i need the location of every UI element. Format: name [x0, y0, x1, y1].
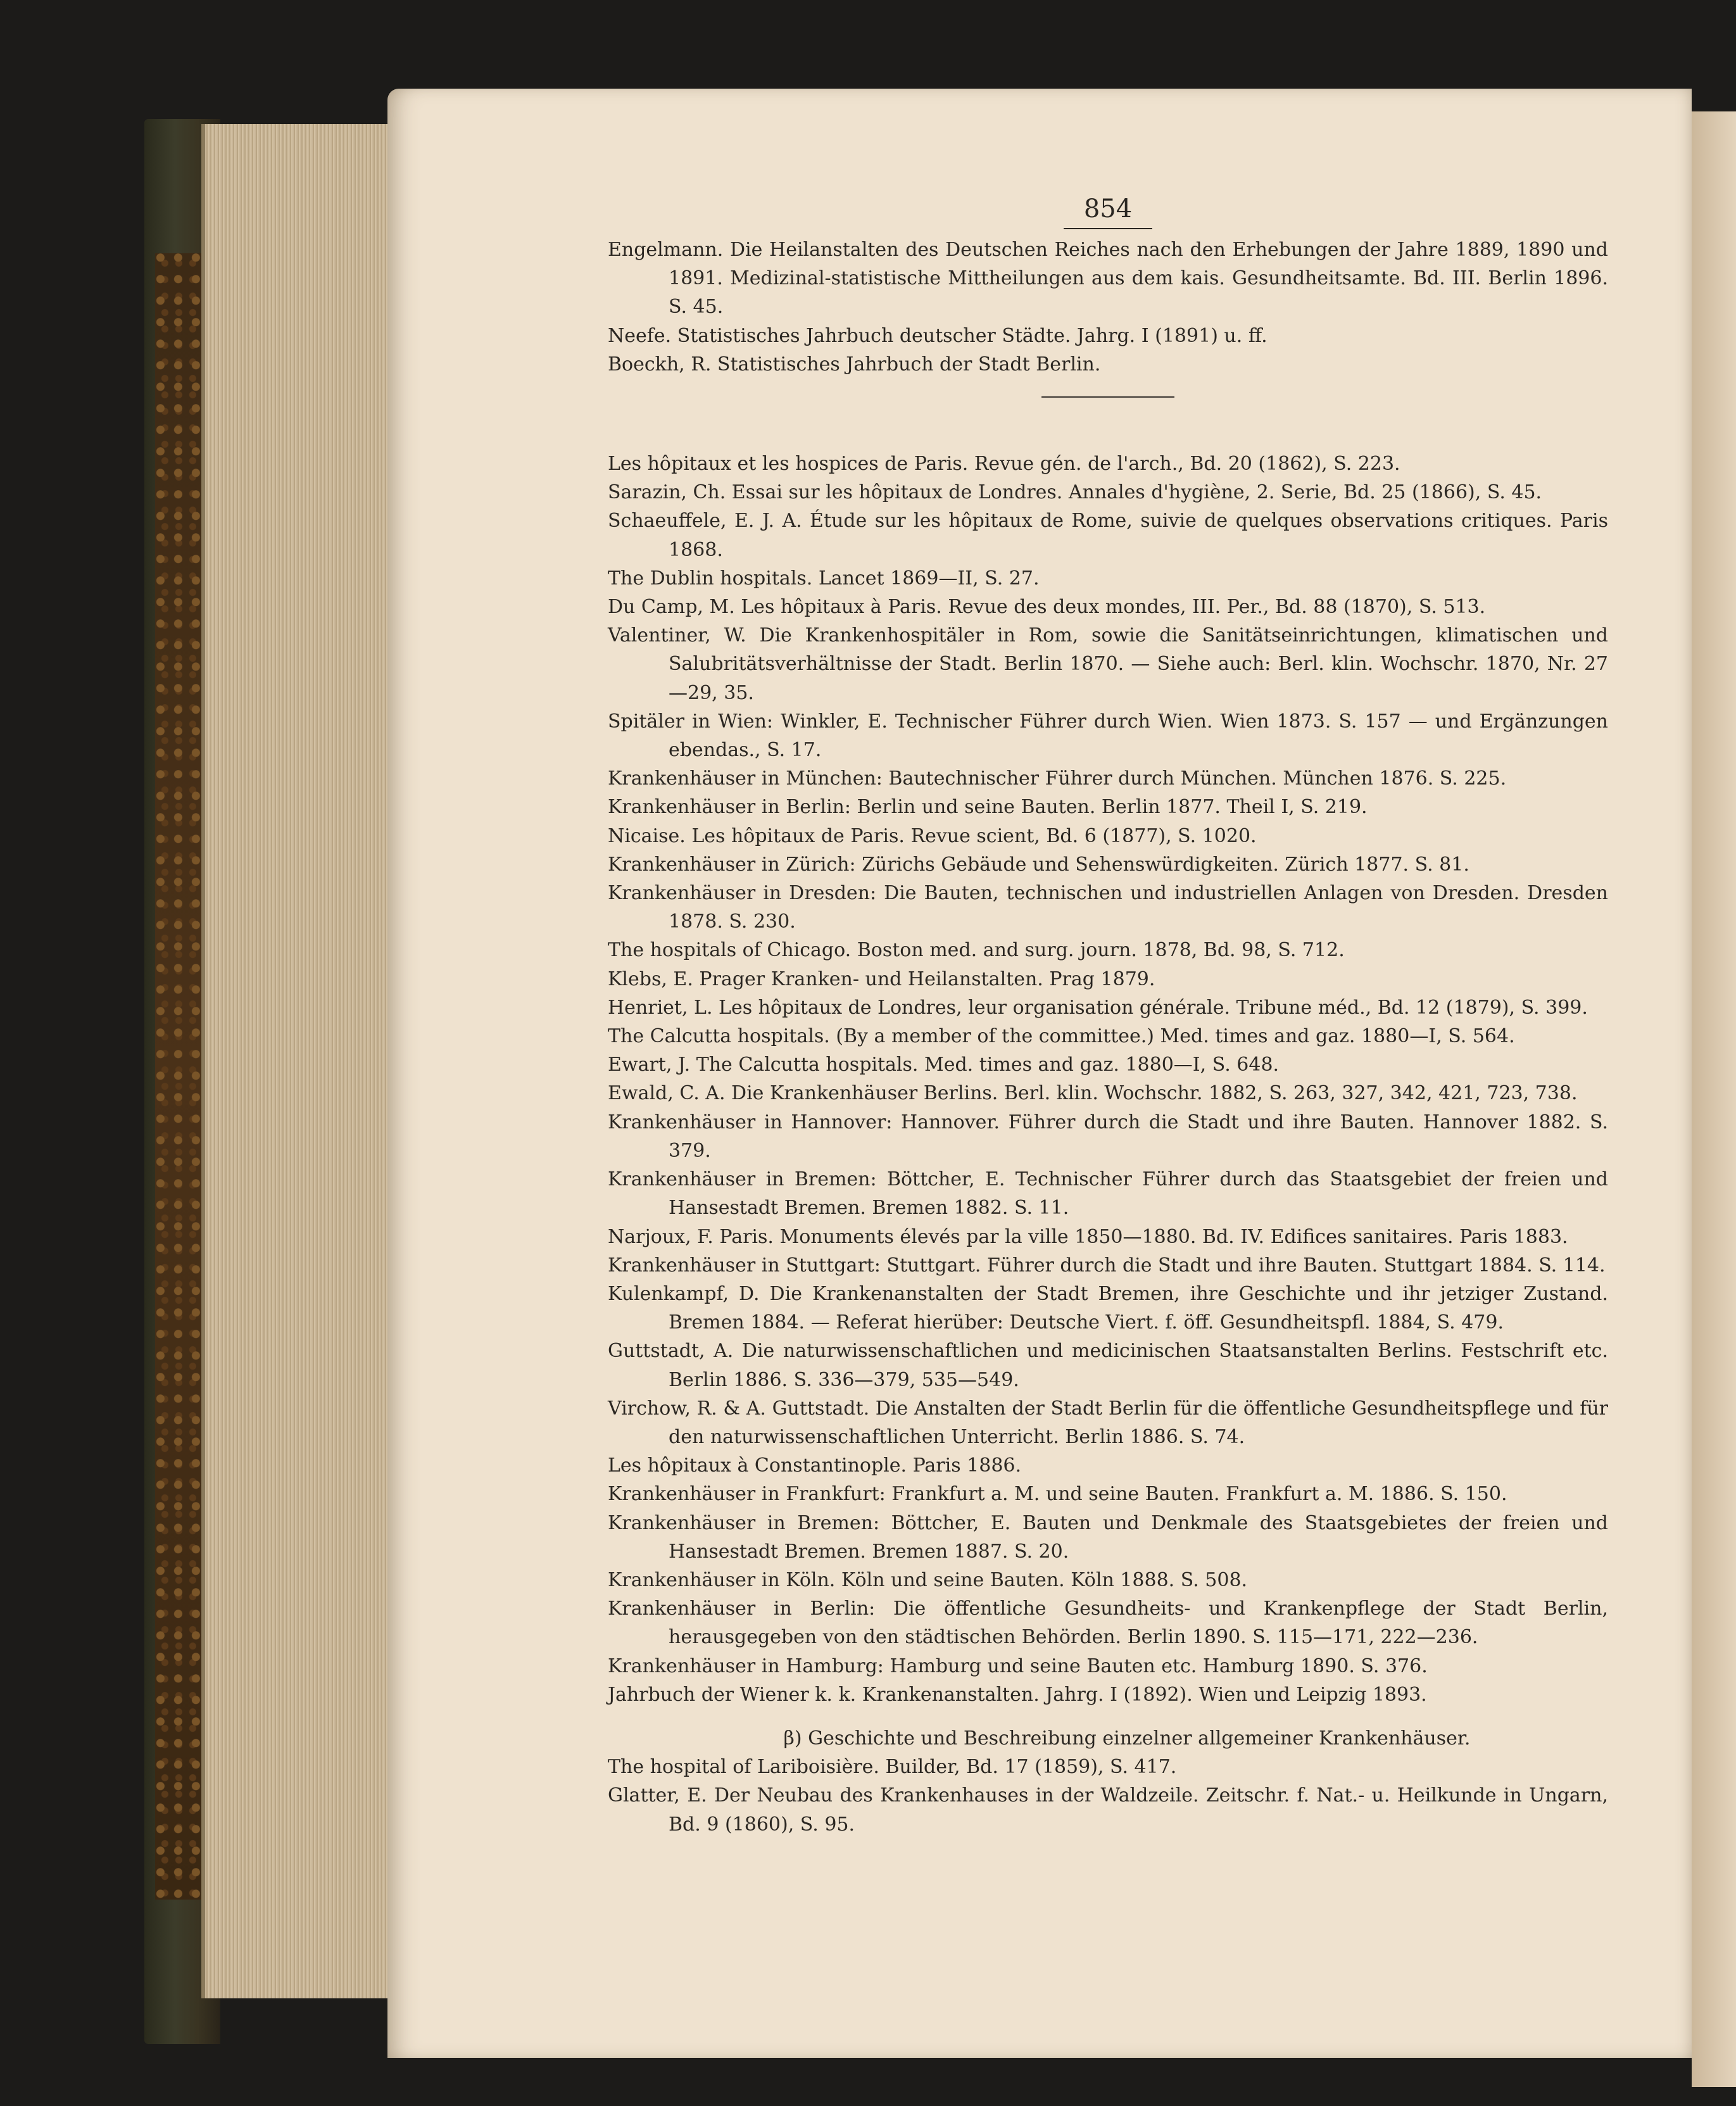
- bibliography-entry: Kulenkampf, D. Die Krankenanstalten der Stadt Bremen, ihre Geschichte und ihr jetziger Zustand. Bremen 1884. — Referat hierüber: Deutsche Viert. f. öff. Gesundheitspfl. 1884, S. 479.: [608, 1282, 1608, 1334]
- bibliography-entry: Krankenhäuser in Stuttgart: Stuttgart. Führer durch die Stadt und ihre Bauten. Stuttgart 1884. S. 114.: [608, 1254, 1606, 1277]
- main-bibliography: [608, 450, 1608, 1709]
- bibliography-entry: Les hôpitaux et les hospices de Paris. Revue gén. de l'arch., Bd. 20 (1862), S. 223.: [608, 453, 1400, 476]
- bibliography-entry: Engelmann. Die Heilanstalten des Deutschen Reiches nach den Erhebungen der Jahre 1889, 1890 und 1891. Medizinal-statistische Mittheilungen aus dem kais. Gesundheitsamte. Bd. III. Berlin 1896. S. 45.: [608, 239, 1608, 318]
- page-text: [608, 190, 1608, 1839]
- page-number: 854: [1064, 190, 1152, 229]
- bibliography-entry: Schaeuffele, E. J. A. Étude sur les hôpitaux de Rome, suivie de quelques observations critiques. Paris 1868.: [608, 510, 1608, 561]
- bibliography-entry: Krankenhäuser in Zürich: Zürichs Gebäude und Sehenswürdigkeiten. Zürich 1877. S. 81.: [608, 853, 1469, 876]
- bibliography-entry: Krankenhäuser in Hannover: Hannover. Führer durch die Stadt und ihre Bauten. Hannover 1882. S. 379.: [608, 1111, 1608, 1162]
- bibliography-entry: Valentiner, W. Die Krankenhospitäler in Rom, sowie die Sanitätseinrichtungen, klimatischen und Salubritätsverhältnisse der Stadt. Berlin 1870. — Siehe auch: Berl. klin. Wochschr. 1870, Nr. 27—29, 35.: [608, 624, 1608, 704]
- bibliography-entry: The Calcutta hospitals. (By a member of the committee.) Med. times and gaz. 1880—I, S. 564.: [608, 1025, 1515, 1048]
- bibliography-entry: Du Camp, M. Les hôpitaux à Paris. Revue des deux mondes, III. Per., Bd. 88 (1870), S. 513.: [608, 596, 1486, 619]
- bibliography-entry: Krankenhäuser in Berlin: Berlin und seine Bauten. Berlin 1877. Theil I, S. 219.: [608, 796, 1368, 819]
- bibliography-entry: Krankenhäuser in Berlin: Die öffentliche Gesundheits- und Krankenpflege der Stadt Berlin, herausgegeben von den städtischen Behörden. Berlin 1890. S. 115—171, 222—236.: [608, 1598, 1608, 1649]
- bibliography-entry: Krankenhäuser in Dresden: Die Bauten, technischen und industriellen Anlagen von Dresden. Dresden 1878. S. 230.: [608, 882, 1608, 933]
- bibliography-entry: The hospitals of Chicago. Boston med. and surg. journ. 1878, Bd. 98, S. 712.: [608, 939, 1345, 962]
- facing-page-edge: [1692, 111, 1736, 2087]
- bibliography-entry: Krankenhäuser in Frankfurt: Frankfurt a. M. und seine Bauten. Frankfurt a. M. 1886. S. 150.: [608, 1483, 1507, 1506]
- bibliography-entry: Guttstadt, A. Die naturwissenschaftlichen und medicinischen Staatsanstalten Berlins. Festschrift etc. Berlin 1886. S. 336—379, 535—549.: [608, 1340, 1608, 1391]
- top-bibliography: [608, 236, 1608, 379]
- bibliography-entry: Krankenhäuser in Köln. Köln und seine Bauten. Köln 1888. S. 508.: [608, 1568, 1248, 1591]
- bibliography-entry: Nicaise. Les hôpitaux de Paris. Revue scient, Bd. 6 (1877), S. 1020.: [608, 824, 1257, 847]
- bibliography-entry: Krankenhäuser in Bremen: Böttcher, E. Bauten und Denkmale des Staatsgebietes der freien und Hansestadt Bremen. Bremen 1887. S. 20.: [608, 1511, 1608, 1563]
- bibliography-entry: Ewart, J. The Calcutta hospitals. Med. times and gaz. 1880—I, S. 648.: [608, 1054, 1280, 1076]
- section-bibliography: [608, 1753, 1608, 1839]
- page-block-edges: [201, 124, 408, 1998]
- bibliography-entry: Virchow, R. & A. Guttstadt. Die Anstalten der Stadt Berlin für die öffentliche Gesundheitspflege und für den naturwissenschaftlichen Unterricht. Berlin 1886. S. 74.: [608, 1397, 1608, 1448]
- bibliography-entry: Neefe. Statistisches Jahrbuch deutscher Städte. Jahrg. I (1891) u. ff.: [608, 324, 1267, 347]
- bibliography-entry: Sarazin, Ch. Essai sur les hôpitaux de Londres. Annales d'hygiène, 2. Serie, Bd. 25 (1866), S. 45.: [608, 481, 1542, 504]
- section-heading: β) Geschichte und Beschreibung einzelner allgemeiner Krankenhäuser.: [783, 1727, 1471, 1750]
- bibliography-entry: Narjoux, F. Paris. Monuments élevés par la ville 1850—1880. Bd. IV. Edifices sanitaires. Paris 1883.: [608, 1225, 1568, 1248]
- bibliography-entry: Boeckh, R. Statistisches Jahrbuch der Stadt Berlin.: [608, 353, 1101, 375]
- bibliography-entry: Spitäler in Wien: Winkler, E. Technischer Führer durch Wien. Wien 1873. S. 157 — und Ergänzungen ebendas., S. 17.: [608, 710, 1608, 762]
- bibliography-entry: Les hôpitaux à Constantinople. Paris 1886.: [608, 1454, 1022, 1477]
- bibliography-entry: Jahrbuch der Wiener k. k. Krankenanstalten. Jahrg. I (1892). Wien und Leipzig 1893.: [608, 1683, 1427, 1706]
- bibliography-entry: The hospital of Lariboisière. Builder, Bd. 17 (1859), S. 417.: [608, 1756, 1177, 1779]
- bibliography-entry: Krankenhäuser in München: Bautechnischer Führer durch München. München 1876. S. 225.: [608, 767, 1507, 790]
- bibliography-entry: Krankenhäuser in Hamburg: Hamburg und seine Bauten etc. Hamburg 1890. S. 376.: [608, 1655, 1428, 1677]
- bibliography-entry: Klebs, E. Prager Kranken- und Heilanstalten. Prag 1879.: [608, 968, 1155, 990]
- bibliography-entry: Henriet, L. Les hôpitaux de Londres, leur organisation générale. Tribune méd., Bd. 12 (1879), S. 399.: [608, 996, 1588, 1019]
- section-divider: [1041, 396, 1174, 398]
- bibliography-entry: The Dublin hospitals. Lancet 1869—II, S. 27.: [608, 567, 1040, 590]
- bibliography-entry: Glatter, E. Der Neubau des Krankenhauses in der Waldzeile. Zeitschr. f. Nat.- u. Heilkunde in Ungarn, Bd. 9 (1860), S. 95.: [608, 1784, 1608, 1836]
- bibliography-entry: Krankenhäuser in Bremen: Böttcher, E. Technischer Führer durch das Staatsgebiet der freien und Hansestadt Bremen. Bremen 1882. S. 11.: [608, 1168, 1608, 1220]
- bibliography-entry: Ewald, C. A. Die Krankenhäuser Berlins. Berl. klin. Wochschr. 1882, S. 263, 327, 342, 421, 723, 738.: [608, 1082, 1578, 1105]
